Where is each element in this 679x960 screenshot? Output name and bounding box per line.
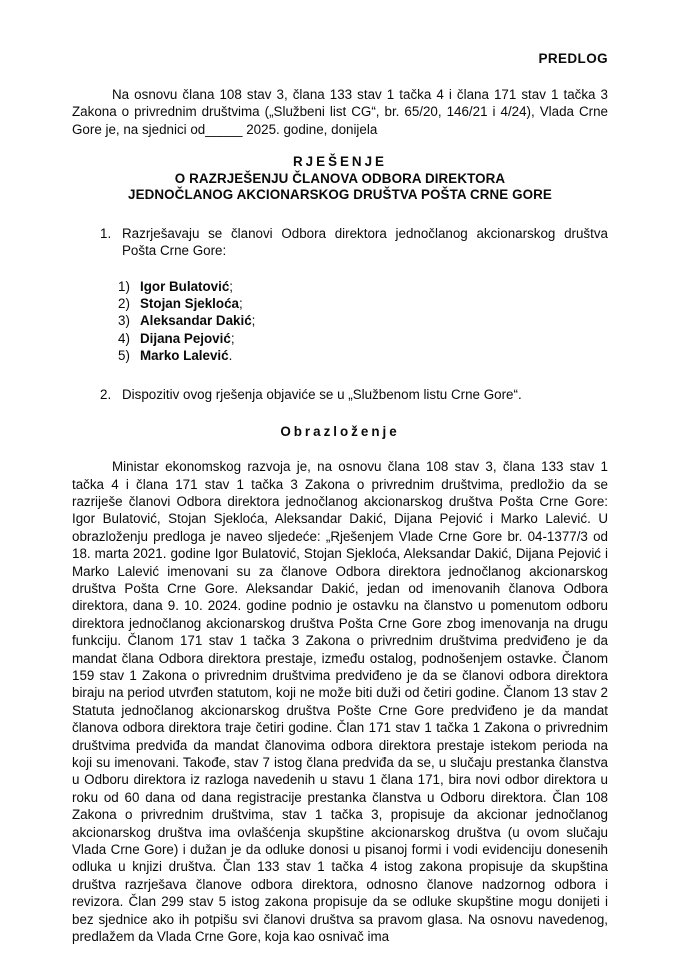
title-subtitle-line-1: O RAZRJEŠENJU ČLANOVA ODBORA DIREKTORA [174, 170, 506, 186]
preamble-text-part2: 2025. godine, donijela [246, 121, 378, 137]
list-item [72, 295, 608, 312]
explanation-heading: Obrazloženje [280, 424, 400, 440]
document-title-block [72, 154, 608, 204]
member-4-number: 4) [118, 330, 130, 346]
title-subtitle-line-2: JEDNOČLANOG AKCIONARSKOG DRUŠTVA POŠTA CRNE GORE [128, 187, 552, 203]
member-2-entry [140, 295, 243, 312]
explanation-body-paragraph: Ministar ekonomskog razvoja je, na osnovu člana 108 stav 3, člana 133 stav 1 tačka 4 i člana 171 stav 1 tačka 3 Zakona o privrednim društvima, predložio da se razriješe članovi Odbora direktora jednočlanog akcionarskog društva Pošta Crne Gore: Igor Bulatović, Stojan Sjekloća, Aleksandar Dakić, Dijana Pejović i Marko Lalević. U obrazloženju predloga je naveo sljedeće: „Rješenjem Vlade Crne Gore br. 04-1377/3 od 18. marta 2021. godine Igor Bulatović, Stojan Sjekloća, Aleksandar Dakić, Dijana Pejović i Marko Lalević imenovani su za članove Odbora direktora jednočlanog akcionarskog društva Pošta Crne Gore. Aleksandar Dakić, jedan od imenovanih članova Odbora direktora, dana 9. 10. 2024. godine podnio je ostavku na članstvo u pomenutom odboru direktora jednočlanog akcionarskog društva Pošta Crne Gore zbog imenovanja na drugu funkciju. Članom 171 stav 1 tačka 3 Zakona o privrednim društvima predviđeno je da mandat člana Odbora direktora prestaje, između ostalog, podnošenjem ostavke. Članom 159 stav 1 Zakona o privrednim društvima predviđeno je da se članovi odbora direktora biraju na period utvrđen statutom, koji ne može biti duži od četiri godine. Članom 13 stav 2 Statuta jednočlanog akcionarskog društva Pošte Crne Gore predviđeno je da mandat članova odbora direktora traje četiri godine. Član 171 stav 1 tačka 1 Zakona o privrednim društvima predviđa da mandat članovima odbora direktora prestaje istekom perioda na koji su imenovani. Takođe, stav 7 istog člana predviđa da se, u slučaju prestanka članstva u Odboru direktora iz razloga navedenih u stavu 1 člana 171, bira novi odbor direktora u roku od 60 dana od dana registracije prestanka članstva u Odboru direktora. Član 108 Zakona o privrednim društvima, stav 1 tačka 3, propisuje da akcionar jednočlanog akcionarskog društva ima ovlašćenja skupštine akcionarskog društva (u ovom slučaju Vlada Crne Gore) i dužan je da odluke donosi u pisanoj formi i vodi evidenciju donesenih odluka u knjizi društva. Član 133 stav 1 tačka 4 istog zakona propisuje da skupština društva razrješava članove odbora direktora, odnosno članove nadzornog odbora i revizora. Član 299 stav 5 istog zakona propisuje da se odluke skupštine mogu donijeti i bez sjednice ako ih potpišu svi članovi društva sa pravom glasa. Na osnovu navedenog, predlažem da Vlada Crne Gore, koja kao osnivač ima [72, 459, 608, 945]
dispositive-item-2-text: Dispozitiv ovog rješenja objaviće se u „Službenom listu Crne Gore“. [122, 386, 522, 402]
list-item [72, 330, 608, 347]
document-content [72, 0, 608, 945]
member-2-name: Stojan Sjekloća [140, 296, 239, 312]
list-item [72, 312, 608, 329]
member-2-number: 2) [118, 296, 130, 312]
document-header-label: PREDLOG [538, 51, 608, 66]
member-5-name: Marko Lalević [140, 348, 229, 364]
member-4-punct: ; [230, 330, 235, 346]
member-4-name: Dijana Pejović [140, 330, 231, 346]
member-5-punct: . [228, 348, 233, 364]
member-5-entry [140, 347, 232, 364]
member-5-number: 5) [118, 348, 130, 364]
dispositive-item-1 [72, 225, 608, 260]
dispositive-item-2 [72, 386, 608, 403]
dispositive-item-2-number: 2. [100, 386, 112, 402]
member-1-number: 1) [118, 278, 130, 294]
member-2-punct: ; [238, 296, 243, 312]
member-1-entry [140, 278, 233, 295]
dismissed-members-list [72, 278, 608, 365]
member-1-name: Igor Bulatović [140, 278, 230, 294]
preamble-paragraph [72, 86, 608, 138]
preamble-blank-field[interactable]: _____ [205, 121, 243, 137]
member-4-entry [140, 330, 235, 347]
member-1-punct: ; [229, 278, 234, 294]
member-3-number: 3) [118, 313, 130, 329]
title-main: RJEŠENJE [293, 154, 387, 170]
dispositive-item-1-text: Razrješavaju se članovi Odbora direktora jednočlanog akcionarskog društva Pošta Crne Gore: [122, 225, 608, 259]
list-item [72, 347, 608, 364]
dispositive-item-1-number: 1. [100, 225, 112, 241]
list-item [72, 278, 608, 295]
preamble-text-part1: Na osnovu člana 108 stav 3, člana 133 stav 1 tačka 4 i člana 171 stav 1 tačka 3 Zakona o privrednim društvima („Službeni list CG“, br. 65/20, 146/21 i 4/24), Vlada Crne Gore je, na sjednici od [72, 86, 608, 137]
member-3-punct: ; [251, 313, 256, 329]
member-3-name: Aleksandar Dakić [140, 313, 252, 329]
member-3-entry [140, 312, 255, 329]
